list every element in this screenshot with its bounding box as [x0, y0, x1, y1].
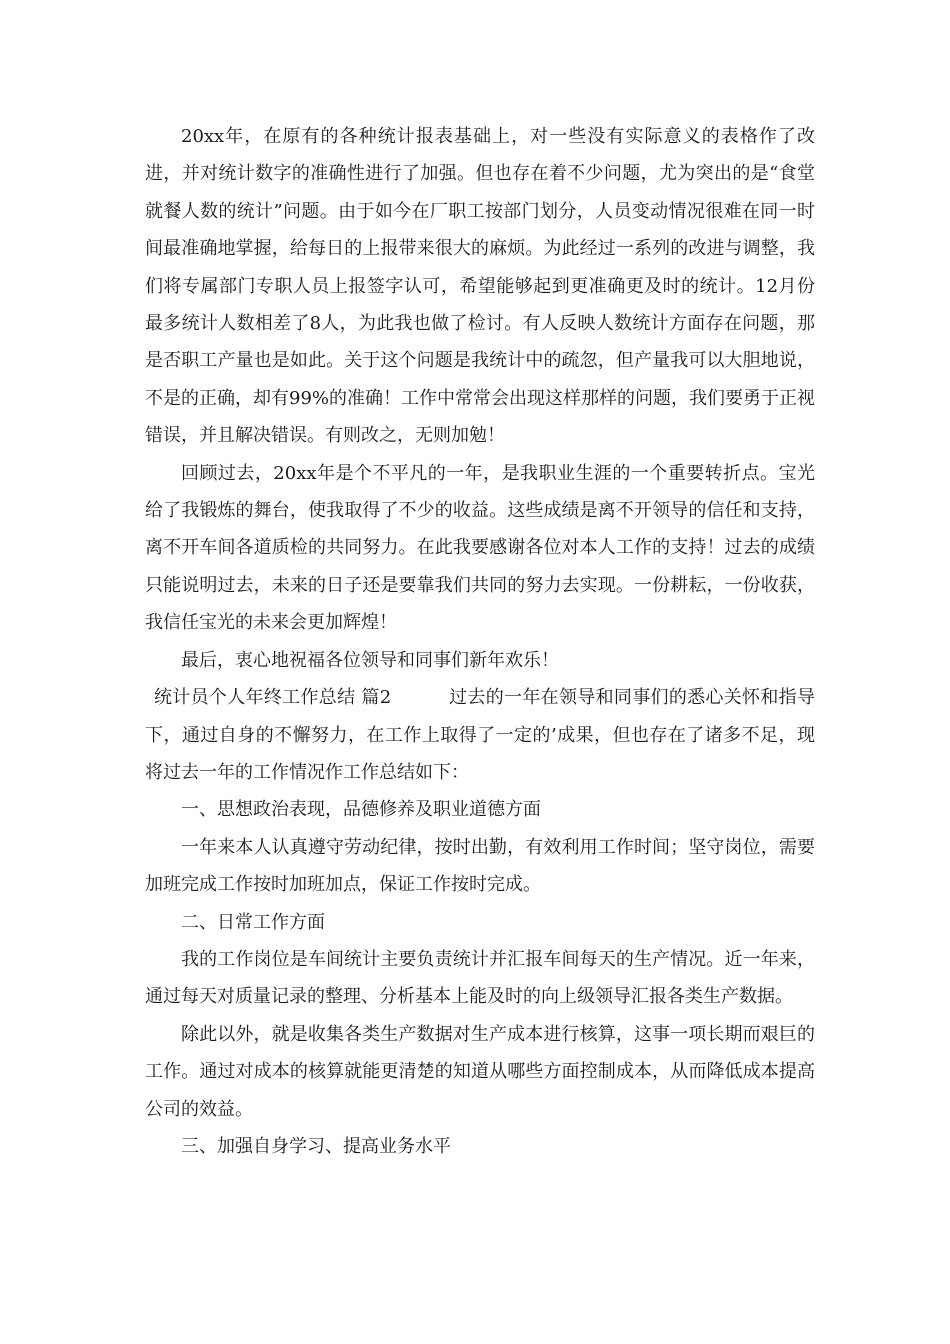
heading-self-learning: 三、加强自身学习、提高业务水平	[181, 1135, 451, 1157]
section2-title: 统计员个人年终工作总结 篇2	[154, 687, 392, 709]
document-body	[145, 118, 815, 1165]
heading-daily-work: 二、日常工作方面	[181, 911, 325, 933]
section2-intro-block	[145, 679, 815, 791]
section2-intro-text: 过去的一年在领导和同事们的悉心关怀和指导下，通过自身的不懈努力，在工作上取得了一定的’成果，但也存在了诸多不足，现将过去一年的工作情况作工作总结如下：	[145, 687, 815, 783]
paragraph-statistics-improvement: 20xx年，在原有的各种统计报表基础上，对一些没有实际意义的表格作了改进，并对统计数字的准确性进行了加强。但也存在着不少问题，尤为突出的是“食堂就餐人数的统计”问题。由于如今在厂职工按部门划分，人员变动情况很难在同一时间最准确地掌握，给每日的上报带来很大的麻烦。为此经过一系列的改进与调整，我们将专属部门专职人员上报签字认可，希望能够起到更准确更及时的统计。12月份最多统计人数相差了8人，为此我也做了检讨。有人反映人数统计方面存在问题，那是否职工产量也是如此。关于这个问题是我统计中的疏忽，但产量我可以大胆地说，不是的正确，却有99%的准确！工作中常常会出现这样那样的问题，我们要勇于正视错误，并且解决错误。有则改之，无则加勉！	[145, 126, 816, 447]
paragraph-review-past-year: 回顾过去，20xx年是个不平凡的一年，是我职业生涯的一个重要转折点。宝光给了我锻炼的舞台，使我取得了不少的收益。这些成绩是离不开领导的信任和支持，离不开车间各道质检的共同努力。在此我要感谢各位对本人工作的支持！过去的成绩只能说明过去，未来的日子还是要靠我们共同的努力去实现。一份耕耘，一份收获，我信任宝光的未来会更加辉煌！	[145, 462, 815, 634]
paragraph-new-year-wishes: 最后，衷心地祝福各位领导和同事们新年欢乐！	[181, 649, 559, 671]
heading-political-performance: 一、思想政治表现，品德修养及职业道德方面	[181, 799, 541, 821]
paragraph-cost-accounting: 除此以外，就是收集各类生产数据对生产成本进行核算，这事一项长期而艰巨的工作。通过对成本的核算就能更清楚的知道从哪些方面控制成本，从而降低成本提高公司的效益。	[145, 1023, 815, 1120]
paragraph-work-discipline: 一年来本人认真遵守劳动纪律，按时出勤，有效利用工作时间；坚守岗位，需要加班完成工作按时加班加点，保证工作按时完成。	[145, 836, 815, 896]
paragraph-job-duties: 我的工作岗位是车间统计主要负责统计并汇报车间每天的生产情况。近一年来，通过每天对质量记录的整理、分析基本上能及时的向上级领导汇报各类生产数据。	[145, 948, 815, 1008]
